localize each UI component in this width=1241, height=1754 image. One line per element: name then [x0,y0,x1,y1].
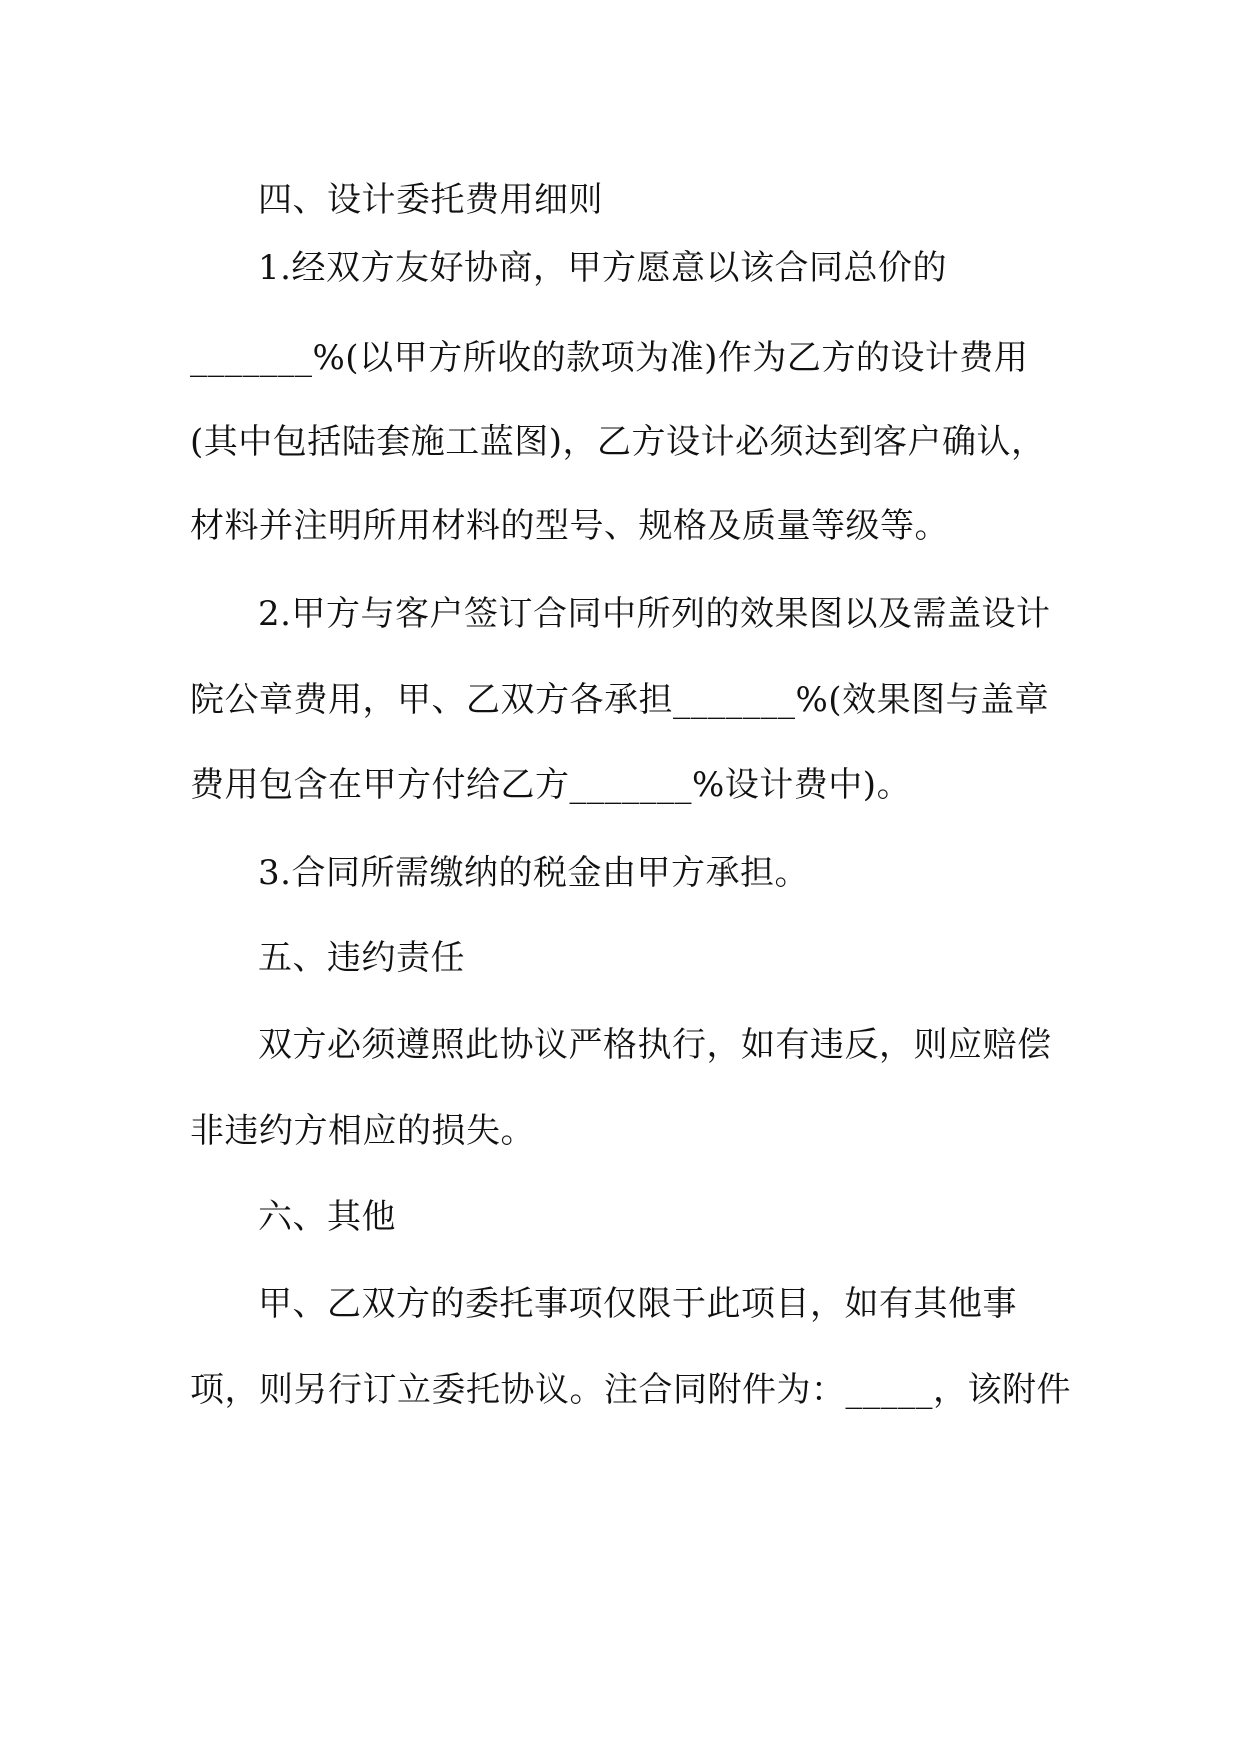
paragraph-line: 双方必须遵照此协议严格执行，如有违反，则应赔偿 [258,1025,1052,1065]
paragraph-line: 材料并注明所用材料的型号、规格及质量等级等。 [190,506,949,546]
paragraph-line: 院公章费用，甲、乙双方各承担_______%(效果图与盖章 [190,680,1050,720]
section-heading-other: 六、其他 [258,1197,396,1237]
paragraph-line: (其中包括陆套施工蓝图)，乙方设计必须达到客户确认， [190,422,1046,462]
paragraph-line: 甲、乙双方的委托事项仅限于此项目，如有其他事 [258,1284,1017,1324]
section-heading-breach: 五、违约责任 [258,938,465,978]
paragraph-line: 3.合同所需缴纳的税金由甲方承担。 [258,853,809,893]
paragraph-line: 2.甲方与客户签订合同中所列的效果图以及需盖设计 [258,594,1051,634]
paragraph-line: 费用包含在甲方付给乙方_______%设计费中)。 [190,765,912,805]
paragraph-line: _______%(以甲方所收的款项为准)作为乙方的设计费用 [190,338,1029,378]
paragraph-line: 非违约方相应的损失。 [190,1111,535,1151]
paragraph-line: 1.经双方友好协商，甲方愿意以该合同总价的 [258,248,947,288]
section-heading-fee-details: 四、设计委托费用细则 [258,180,603,220]
paragraph-line: 项，则另行订立委托协议。注合同附件为：_____，该附件 [190,1370,1071,1410]
